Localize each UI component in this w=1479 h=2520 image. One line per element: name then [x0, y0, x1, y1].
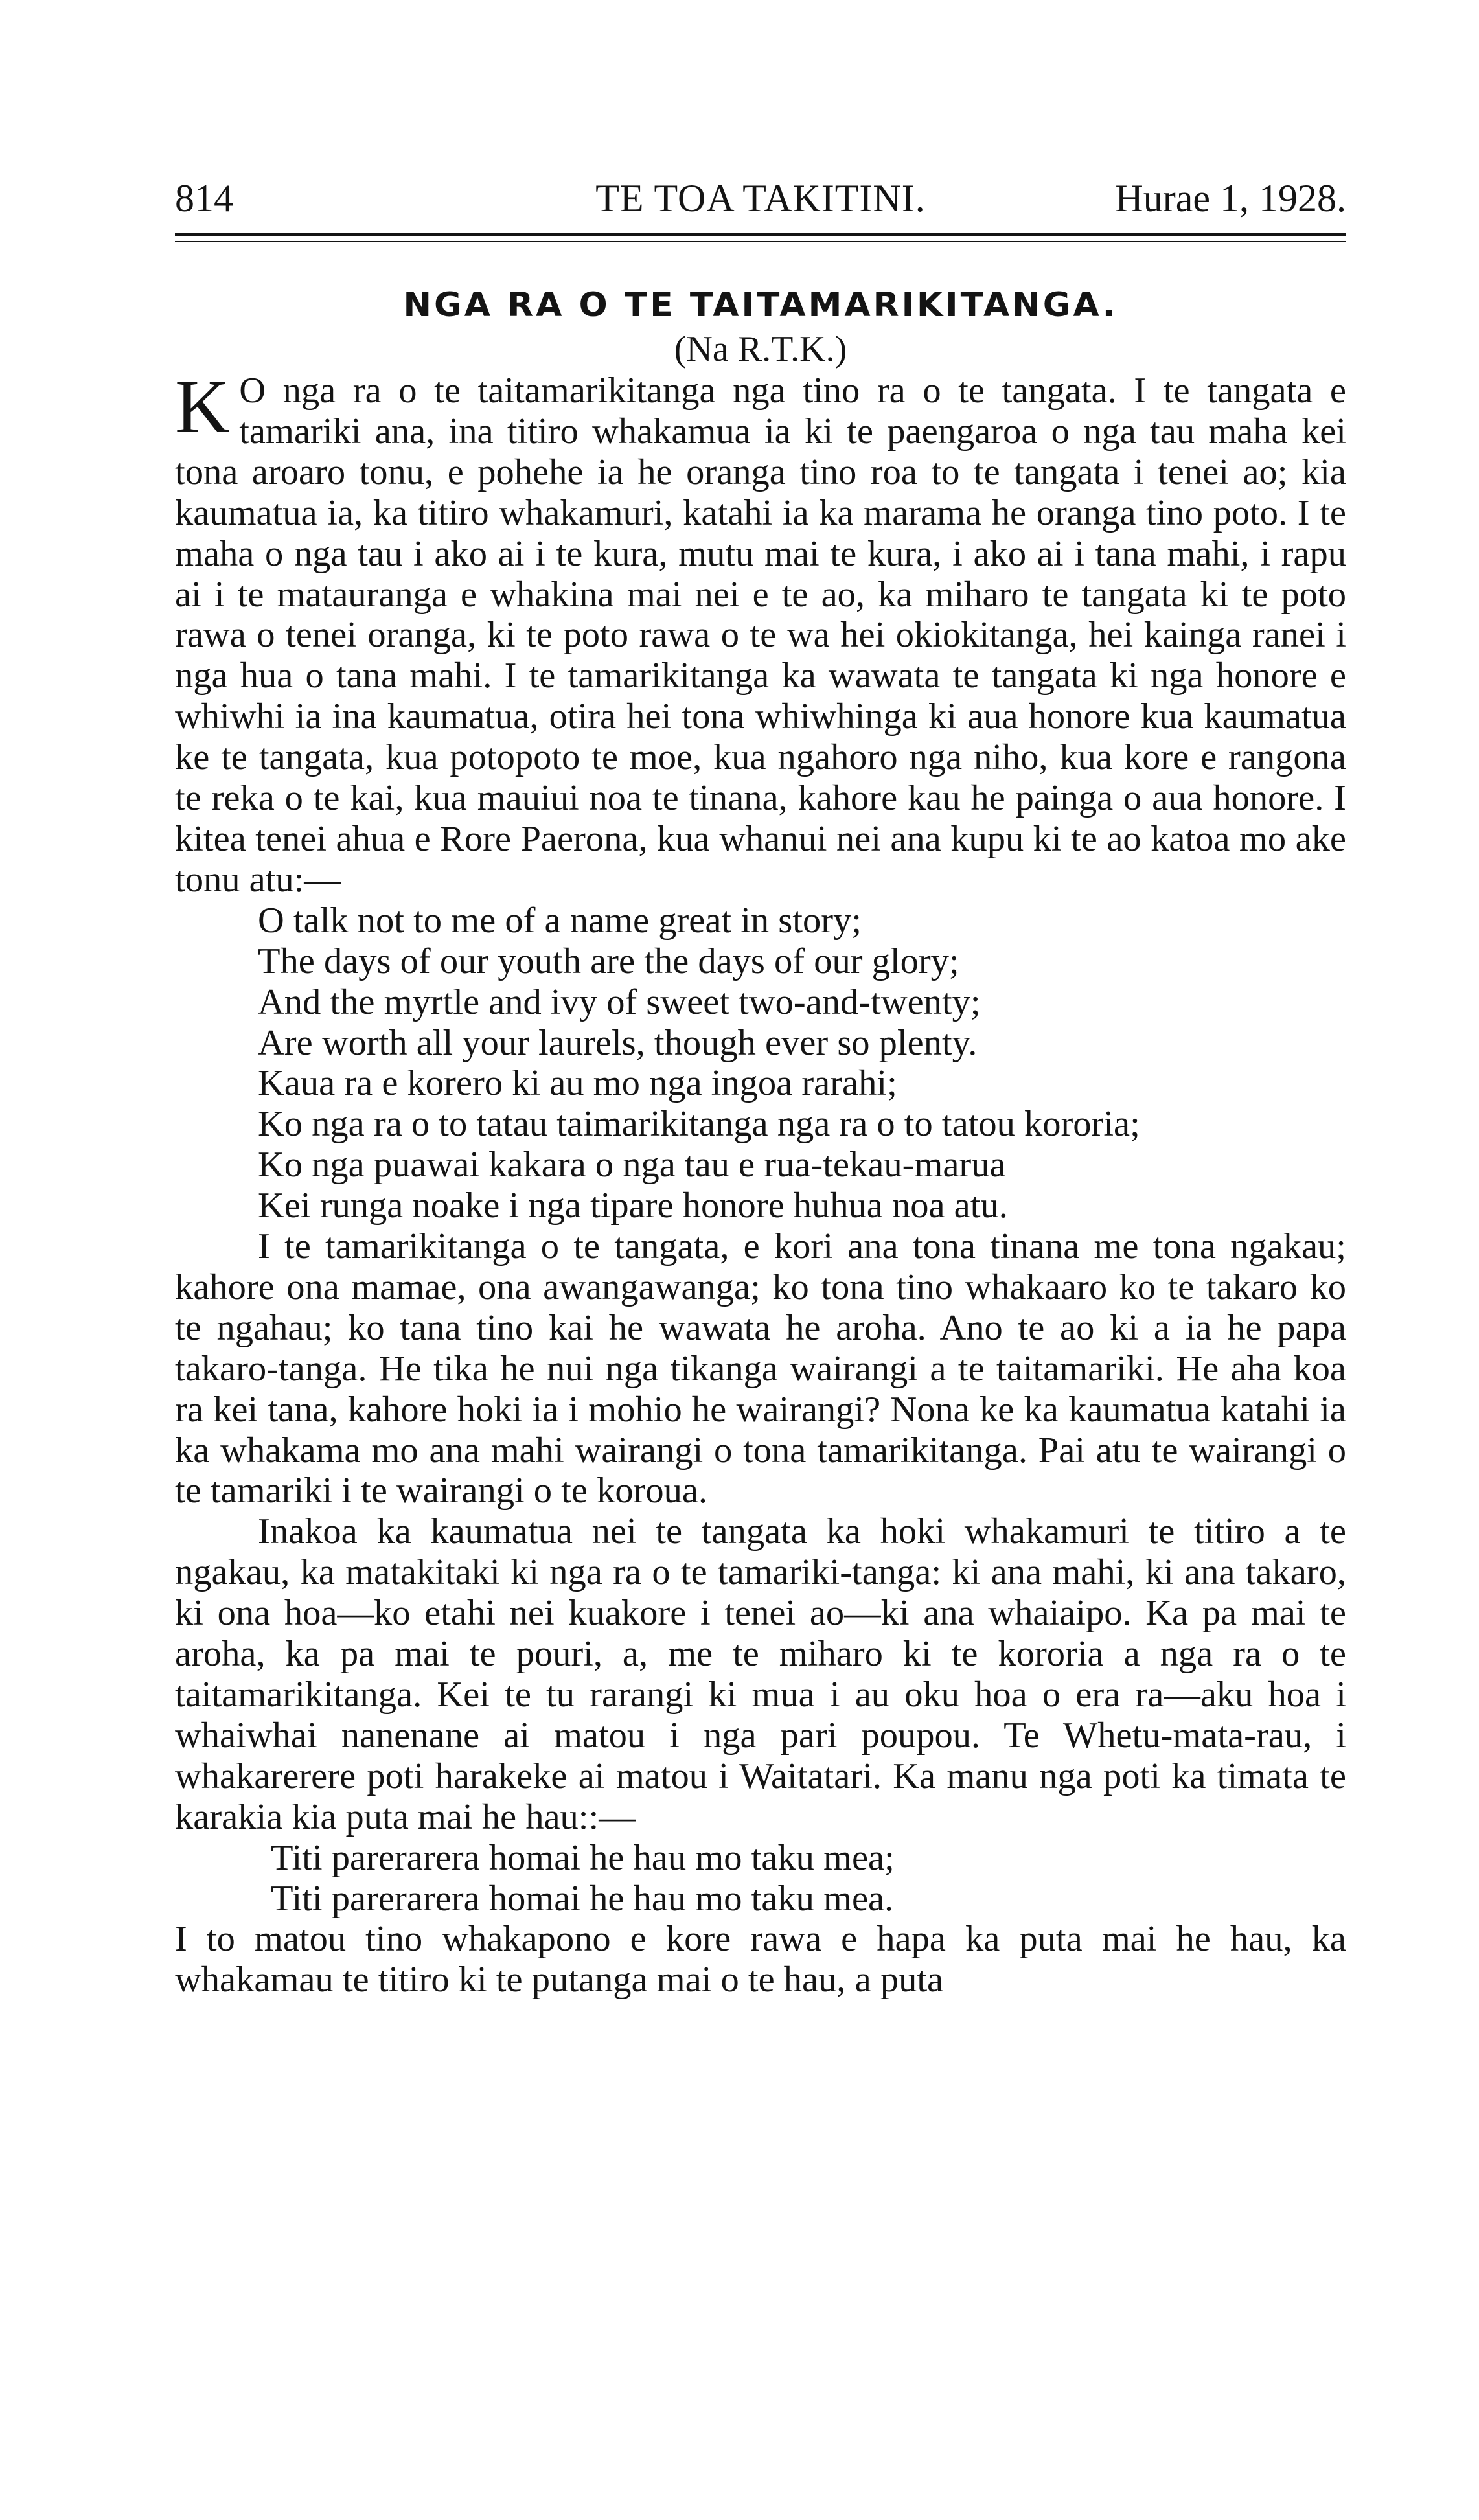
- paragraph-2: I te tamarikitanga o te tangata, e kori ana tona tinana me tona ngakau; kahore ona mamae, ona awangawanga; ko tona tino whakaaro ko te takaro ko te ngahau; ko tana tino kai he wawata he aroha. Ano te ao ki a ia he papa takaro-tanga. He tika he nui nga tikanga wairangi a te taitamariki. He aha koa ra kei tana, kahore hoki ia i mohio he wairangi? Nona ke ka kaumatua katahi ia ka whakama mo ana mahi wairangi o tona tamarikitanga. Pai atu te wairangi o te tamariki i te wairangi o te koroua.: [175, 1226, 1346, 1511]
- magazine-page: [175, 175, 1346, 2000]
- poem-line: Kaua ra e korero ki au mo nga ingoa rarahi;: [258, 1063, 897, 1104]
- poem-karakia: [175, 1838, 1346, 1919]
- paragraph-4: I to matou tino whakapono e kore rawa e hapa ka puta mai he hau, ka whakamau te titiro ki te putanga mai o te hau, a puta: [175, 1919, 1346, 2000]
- drop-cap: K: [175, 364, 231, 449]
- article-body: [175, 364, 1346, 2000]
- article-byline: (Na R.T.K.): [674, 329, 847, 369]
- article-title: NGA RA O TE TAITAMARIKITANGA.: [403, 286, 1118, 325]
- header-rule-thin: [175, 241, 1346, 242]
- page-number: 814: [175, 177, 233, 220]
- header-rule-thick: [175, 233, 1346, 236]
- poem-byron: [175, 900, 1346, 1226]
- running-header: [175, 175, 1346, 222]
- poem-line: Ko nga puawai kakara o nga tau e rua-tekau-marua: [258, 1145, 1006, 1186]
- poem-line: Titi parerarera homai he hau mo taku mea.: [271, 1878, 894, 1919]
- paragraph-1: [175, 364, 1346, 900]
- poem-line: Kei runga noake i nga tipare honore huhua noa atu.: [258, 1186, 1008, 1226]
- poem-line: Ko nga ra o to tatau taimarikitanga nga ra o to tatou kororia;: [258, 1104, 1140, 1145]
- poem-line: The days of our youth are the days of our glory;: [258, 941, 959, 981]
- issue-date: Hurae 1, 1928.: [1115, 177, 1346, 220]
- poem-line: O talk not to me of a name great in story;: [258, 900, 862, 941]
- paragraph-3: Inakoa ka kaumatua nei te tangata ka hoki whakamuri te titiro a te ngakau, ka matakitaki ki nga ra o te tamariki-tanga: ki ana mahi, ki ana takaro, ki ona hoa—ko etahi nei kuakore i tenei ao—ki ana whaiaipo. Ka pa mai te aroha, ka pa mai te pouri, a, me te miharo ki te kororia a nga ra o te taitamarikitanga. Kei te tu rarangi ki mua i au oku hoa o era ra—aku hoa i whaiwhai nanenane ai matou i nga pari poupou. Te Whetu-mata-rau, i whakarerere poti harakeke ai matou i Waitatari. Ka manu nga poti ka timata te karakia kia puta mai he hau::—: [175, 1511, 1346, 1837]
- paragraph-1-text: O nga ra o te taitamarikitanga nga tino ra o te tangata. I te tangata e tamariki ana, ina titiro whakamua ia ki te paengaroa o nga tau maha kei tona aroaro tonu, e pohehe ia he oranga tino roa to te tangata i tenei ao; kia kaumatua ia, ka titiro whakamuri, katahi ia ka marama he oranga tino poto. I te maha o nga tau i ako ai i te kura, mutu mai te kura, i ako ai i tana mahi, i rapu ai i te matauranga e whakina mai nei e te ao, ka miharo te tangata ki te poto rawa o tenei oranga, ki te poto rawa o te wa hei okiokitanga, hei kainga ranei i nga hua o tana mahi. I te tamarikitanga ka wawata te tangata ki nga honore e whiwhi ia ina kaumatua, otira hei tona whiwhinga ki aua honore kua kaumatua ke te tangata, kua potopoto te moe, kua ngahoro nga niho, kua kore e rangona te reka o te kai, kua mauiui noa te tinana, kahore kau he painga o aua honore. I kitea tenei ahua e Rore Paerona, kua whanui nei ana kupu ki te ao katoa mo ake tonu atu:—: [175, 371, 1346, 900]
- publication-title: TE TOA TAKITINI.: [595, 177, 926, 220]
- poem-line: Are worth all your laurels, though ever so plenty.: [258, 1022, 978, 1063]
- poem-line: Titi parerarera homai he hau mo taku mea;: [271, 1837, 895, 1878]
- poem-line: And the myrtle and ivy of sweet two-and-twenty;: [258, 981, 981, 1022]
